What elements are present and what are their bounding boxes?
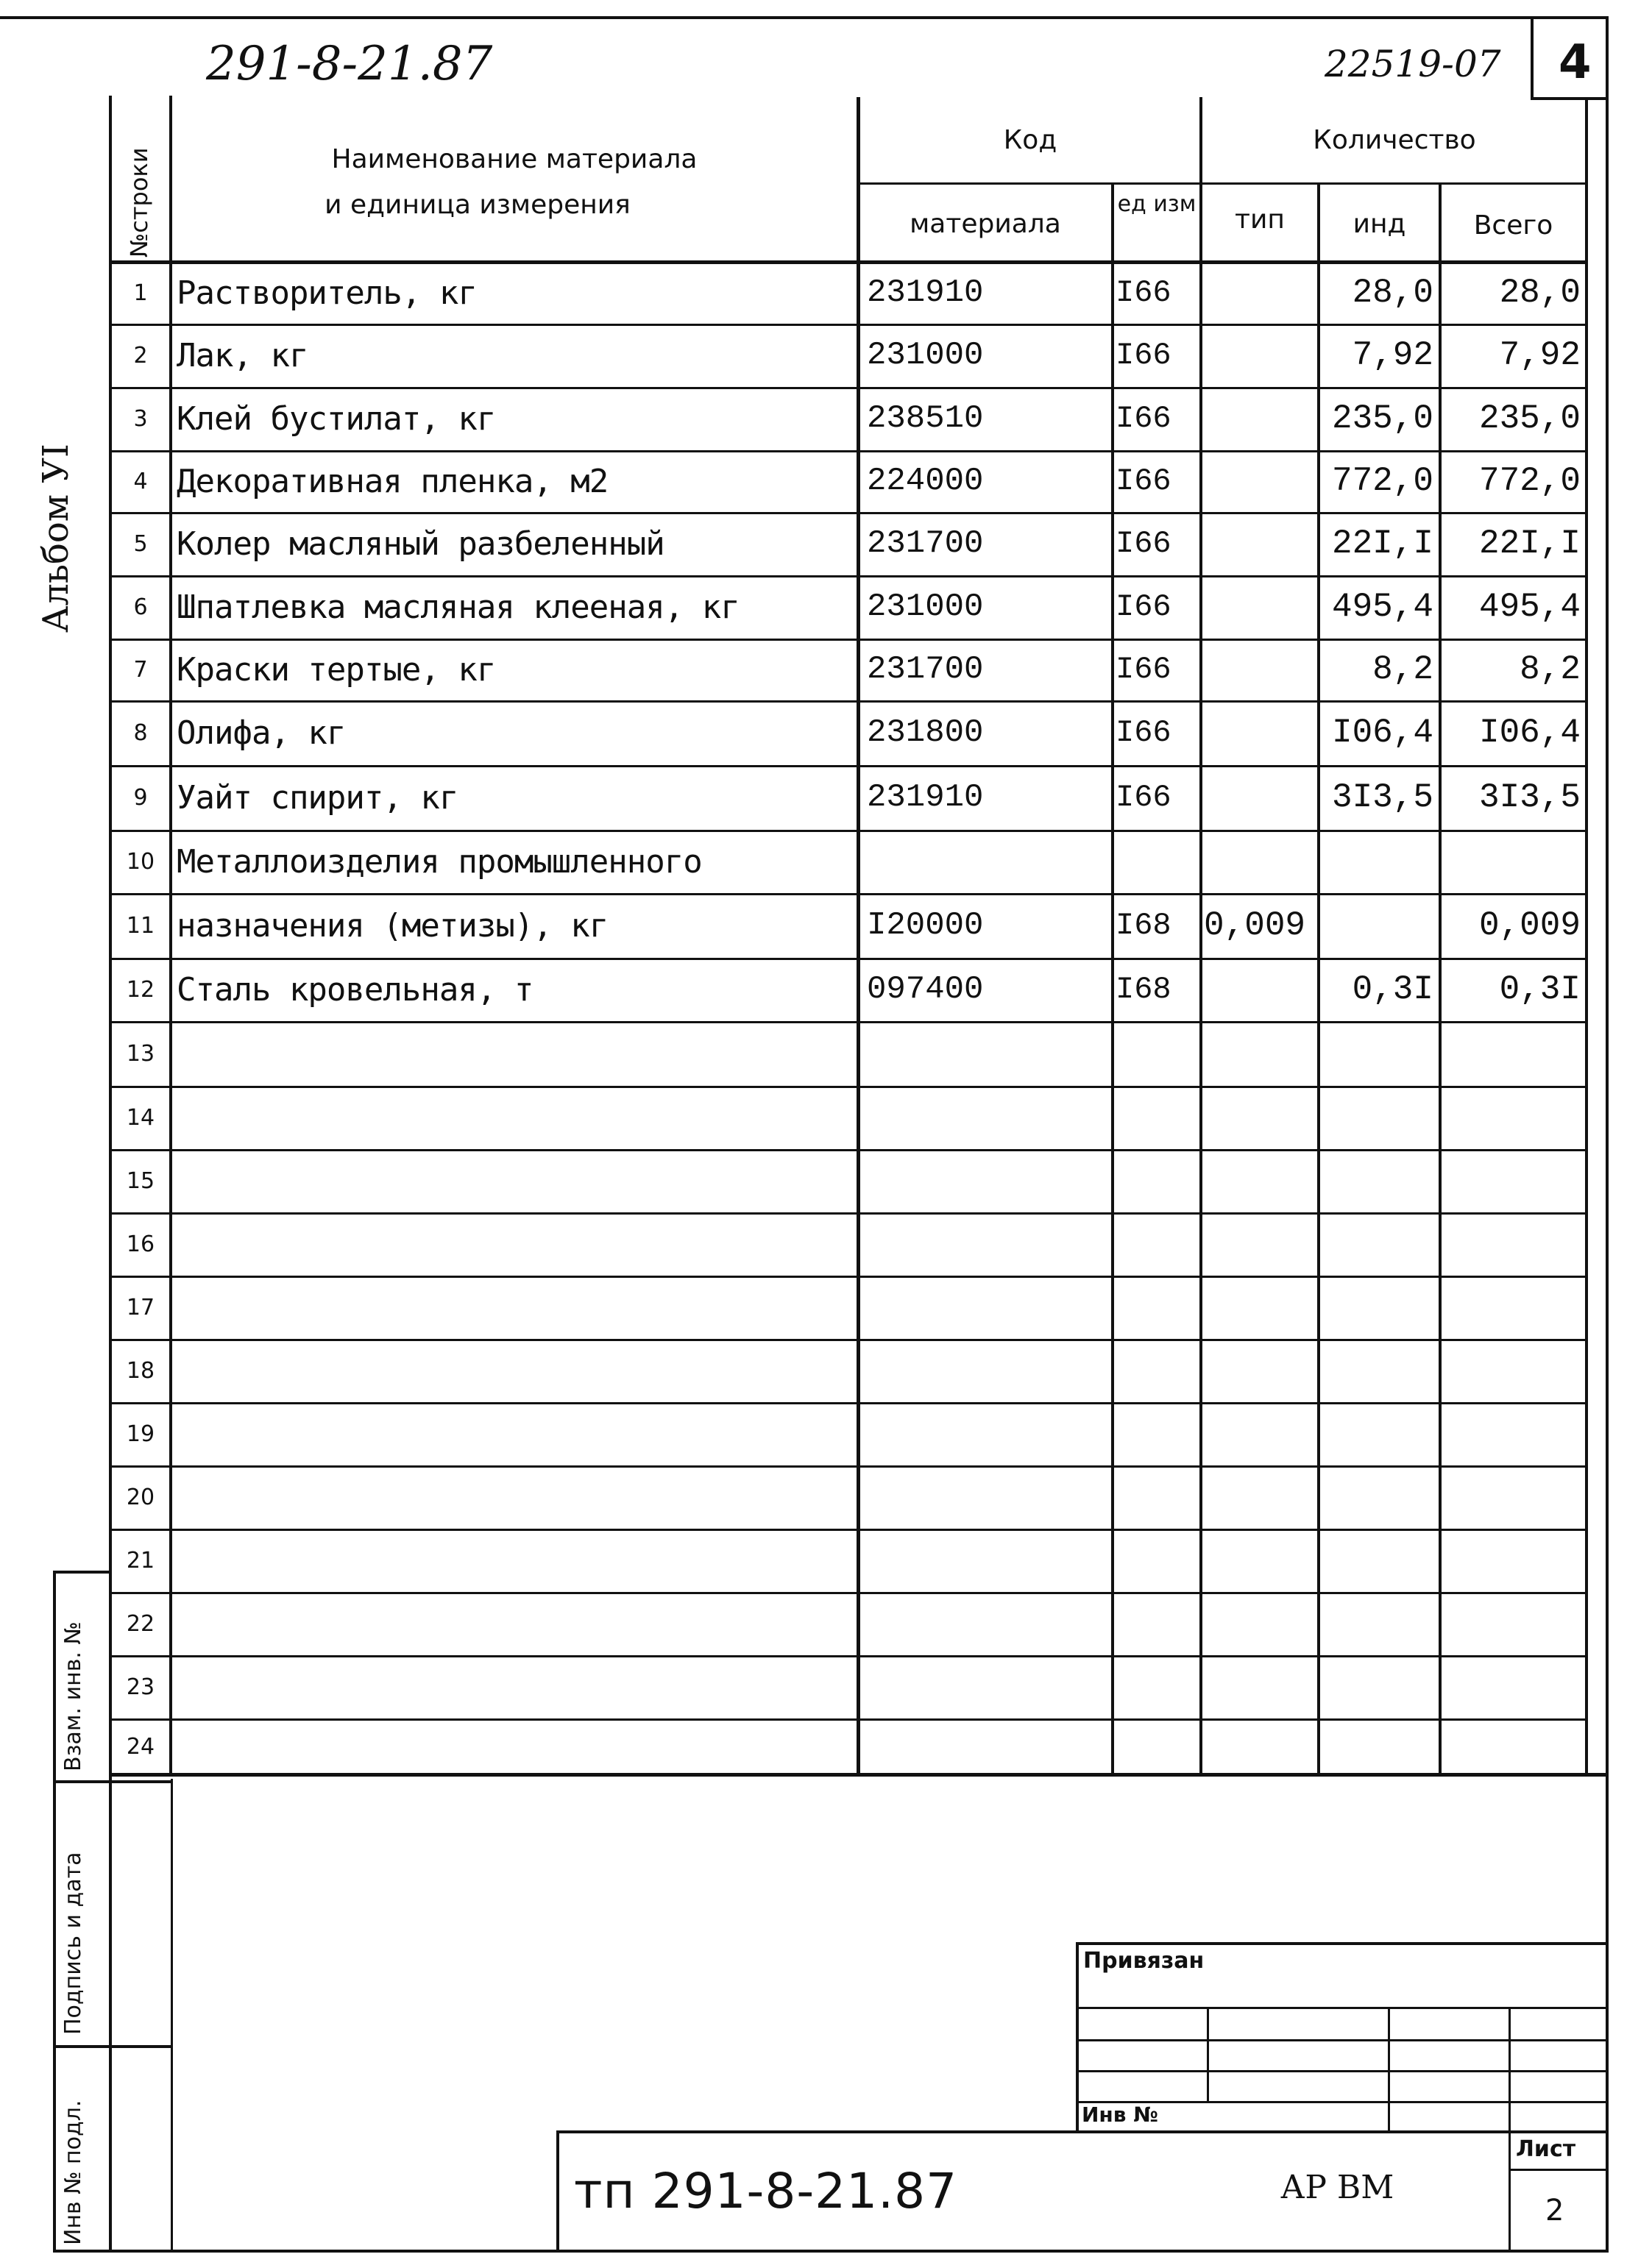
table-vline-typ: [1317, 184, 1320, 1774]
cell-typ: [1204, 958, 1316, 1021]
top-right-code: 22519-07: [1325, 43, 1501, 85]
cell-typ: [1204, 1276, 1316, 1339]
tb-h1: [1076, 2007, 1609, 2009]
cell-unit: I66: [1116, 715, 1171, 750]
table-vline-code: [1111, 184, 1114, 1774]
cell-ind: [1322, 1529, 1436, 1592]
cell-ind: 3I3,5: [1331, 778, 1433, 817]
cell-unit: [1116, 1212, 1198, 1276]
cell-total: [1444, 1212, 1584, 1276]
header-name-line2: и единица измерения: [325, 190, 631, 220]
cell-ind: I06,4: [1331, 714, 1433, 752]
cell-typ: [1204, 830, 1316, 893]
cell-typ: [1204, 1592, 1316, 1655]
cell-code: [867, 1465, 1110, 1529]
cell-typ: [1204, 765, 1316, 830]
cell-typ: [1204, 1212, 1316, 1276]
cell-n: 6: [133, 594, 148, 620]
cell-ind: [1322, 1465, 1436, 1529]
cell-ind: [1322, 1021, 1436, 1086]
cell-name: назначения (метизы), кг: [177, 906, 609, 945]
header-total: Всего: [1473, 210, 1553, 241]
cell-total: 0,009: [1478, 906, 1581, 945]
cell-name: [177, 1339, 854, 1402]
cell-unit: [1116, 1655, 1198, 1718]
cell-typ: [1204, 1149, 1316, 1212]
tb-doc-code: тп 291-8-21.87: [574, 2163, 958, 2219]
cell-n: 12: [126, 976, 155, 1003]
cell-name: Лак, кг: [177, 336, 308, 374]
cell-name: Сталь кровельная, т: [177, 970, 533, 1009]
cell-n: 9: [133, 784, 148, 811]
cell-name: Краски тертые, кг: [177, 650, 496, 689]
tb-section: АР ВМ: [1280, 2169, 1394, 2206]
cell-total: 0,3I: [1499, 970, 1581, 1009]
cell-n: 1: [133, 280, 148, 306]
cell-ind: [1322, 1339, 1436, 1402]
cell-name: [177, 1212, 854, 1276]
header-code: Код: [1003, 125, 1057, 155]
table-vline-ind: [1439, 184, 1442, 1774]
cell-unit: I66: [1116, 780, 1171, 815]
cell-total: [1444, 1402, 1584, 1465]
tb-v1: [1207, 2007, 1209, 2102]
cell-name: [177, 1465, 854, 1529]
table-vline-unit: [1199, 97, 1202, 1774]
cell-total: [1444, 1086, 1584, 1149]
cell-name: [177, 1276, 854, 1339]
cell-unit: [1116, 1276, 1198, 1339]
cell-typ: [1204, 1402, 1316, 1465]
cell-code: 224000: [867, 463, 984, 500]
cell-total: [1444, 1655, 1584, 1718]
cell-code: [867, 1718, 1110, 1774]
cell-n: 15: [126, 1167, 155, 1194]
cell-unit: [1116, 1339, 1198, 1402]
header-unit: ед изм: [1117, 191, 1197, 217]
cell-total: [1444, 1592, 1584, 1655]
tb-sheet-no: 2: [1545, 2194, 1564, 2228]
cell-total: [1444, 1529, 1584, 1592]
top-left-code: 291-8-21.87: [206, 37, 493, 91]
cell-typ: 0,009: [1204, 906, 1306, 945]
cell-total: 495,4: [1478, 588, 1581, 626]
cell-n: 22: [126, 1610, 155, 1637]
cell-unit: [1116, 1465, 1198, 1529]
cell-code: I20000: [867, 907, 984, 944]
cell-n: 19: [126, 1421, 155, 1447]
cell-ind: [1322, 1086, 1436, 1149]
cell-typ: [1204, 512, 1316, 575]
cell-typ: [1204, 639, 1316, 700]
tb-v2: [1388, 2007, 1390, 2132]
cell-ind: [1322, 1149, 1436, 1212]
cell-total: 7,92: [1499, 336, 1581, 374]
cell-typ: [1204, 1718, 1316, 1774]
cell-ind: [1322, 1402, 1436, 1465]
cell-n: 20: [126, 1484, 155, 1510]
tb-left: [1076, 1942, 1079, 2133]
cell-code: [867, 1339, 1110, 1402]
cell-total: [1444, 1465, 1584, 1529]
cell-code: [867, 1529, 1110, 1592]
cell-unit: I66: [1116, 463, 1171, 499]
cell-typ: [1204, 1529, 1316, 1592]
header-material: материала: [910, 209, 1061, 239]
cell-n: 24: [126, 1733, 155, 1760]
cell-ind: 495,4: [1331, 588, 1433, 626]
cell-code: [867, 1212, 1110, 1276]
cell-name: Шпатлевка масляная клееная, кг: [177, 588, 740, 626]
cell-unit: I66: [1116, 401, 1171, 436]
cell-total: [1444, 1149, 1584, 1212]
stamp-podpis-data: Подпись и дата: [60, 1852, 86, 2035]
cell-n: 3: [133, 405, 148, 432]
cell-name: [177, 1402, 854, 1465]
cell-typ: [1204, 324, 1316, 387]
cell-unit: [1116, 1592, 1198, 1655]
cell-code: 231910: [867, 274, 984, 311]
cell-code: [867, 1149, 1110, 1212]
cell-unit: [1116, 1402, 1198, 1465]
cell-ind: 0,3I: [1352, 970, 1433, 1009]
tb-privyazan-top: [1076, 1942, 1609, 1945]
cell-ind: [1322, 830, 1436, 893]
cell-name: [177, 1718, 854, 1774]
cell-unit: I66: [1116, 652, 1171, 687]
side-album-label: Альбом УI: [35, 443, 77, 633]
tb-h2: [1076, 2039, 1609, 2041]
cell-name: [177, 1149, 854, 1212]
cell-n: 23: [126, 1674, 155, 1700]
cell-n: 16: [126, 1231, 155, 1257]
cell-total: [1444, 1339, 1584, 1402]
cell-ind: 28,0: [1352, 274, 1433, 312]
cell-unit: [1116, 1149, 1198, 1212]
cell-code: 231700: [867, 525, 984, 562]
cell-unit: [1116, 1021, 1198, 1086]
cell-typ: [1204, 575, 1316, 639]
cell-total: [1444, 1276, 1584, 1339]
cell-n: 4: [133, 468, 148, 494]
cell-typ: [1204, 387, 1316, 450]
cell-n: 5: [133, 530, 148, 557]
cell-name: Колер масляный разбеленный: [177, 525, 664, 563]
cell-name: [177, 1655, 854, 1718]
tb-main-top: [556, 2130, 1609, 2133]
tb-inv-no: Инв №: [1082, 2102, 1158, 2127]
cell-total: 235,0: [1478, 399, 1581, 438]
cell-unit: I68: [1116, 908, 1171, 943]
cell-code: 231000: [867, 337, 984, 374]
cell-name: Растворитель, кг: [177, 274, 477, 312]
cell-code: [867, 830, 1110, 893]
stamp-inv-podl: Инв № подл.: [60, 2100, 86, 2245]
cell-name: Металлоизделия промышленного: [177, 842, 702, 881]
cell-unit: [1116, 1718, 1198, 1774]
table-vline-name: [857, 97, 860, 1774]
cell-total: 8,2: [1520, 650, 1581, 689]
header-name-line1: Наименование материала: [331, 144, 698, 174]
cell-name: [177, 1529, 854, 1592]
table-header-mid: [857, 182, 1587, 185]
cell-total: [1444, 830, 1584, 893]
cell-ind: [1322, 1655, 1436, 1718]
cell-unit: I66: [1116, 338, 1171, 373]
cell-name: Декоративная пленка, м2: [177, 462, 609, 500]
cell-ind: [1322, 1276, 1436, 1339]
stamp-vzam-inv: Взам. инв. №: [60, 1621, 86, 1771]
tb-v3: [1509, 2007, 1511, 2250]
cell-total: 28,0: [1499, 274, 1581, 312]
cell-unit: I68: [1116, 972, 1171, 1007]
header-row-no: №строки: [125, 147, 153, 257]
cell-typ: [1204, 1086, 1316, 1149]
cell-typ: [1204, 1339, 1316, 1402]
cell-total: [1444, 1021, 1584, 1086]
cell-code: 238510: [867, 400, 984, 437]
header-ind: инд: [1353, 209, 1406, 239]
cell-total: 3I3,5: [1478, 778, 1581, 817]
tb-h3: [1076, 2070, 1609, 2072]
cell-unit: I66: [1116, 526, 1171, 561]
cell-total: I06,4: [1478, 714, 1581, 752]
header-quantity: Количество: [1313, 125, 1476, 155]
cell-ind: 235,0: [1331, 399, 1433, 438]
cell-unit: I66: [1116, 589, 1171, 625]
cell-name: Олифа, кг: [177, 714, 346, 752]
cell-n: 7: [133, 656, 148, 683]
cell-n: 13: [126, 1040, 155, 1067]
cell-ind: 7,92: [1352, 336, 1433, 374]
cell-name: Уайт спирит, кг: [177, 778, 458, 817]
table-vline-rownum: [169, 96, 172, 1774]
cell-unit: [1116, 830, 1198, 893]
cell-code: 231000: [867, 589, 984, 625]
cell-ind: [1322, 1592, 1436, 1655]
cell-code: [867, 1086, 1110, 1149]
cell-unit: [1116, 1529, 1198, 1592]
tb-privyazan: Привязан: [1083, 1948, 1205, 1974]
cell-name: Клей бустилат, кг: [177, 399, 496, 438]
cell-ind: 8,2: [1372, 650, 1433, 689]
cell-n: 17: [126, 1294, 155, 1320]
cell-typ: [1204, 262, 1316, 324]
cell-name: [177, 1592, 854, 1655]
cell-code: 231800: [867, 714, 984, 751]
cell-ind: 772,0: [1331, 462, 1433, 500]
cell-typ: [1204, 1465, 1316, 1529]
cell-total: 22I,I: [1478, 525, 1581, 563]
cell-total: [1444, 1718, 1584, 1774]
cell-code: [867, 1592, 1110, 1655]
cell-typ: [1204, 1655, 1316, 1718]
cell-typ: [1204, 1021, 1316, 1086]
cell-code: [867, 1655, 1110, 1718]
cell-ind: [1322, 1212, 1436, 1276]
cell-n: 14: [126, 1104, 155, 1131]
tb-main-left: [556, 2130, 559, 2253]
cell-name: [177, 1086, 854, 1149]
cell-n: 10: [126, 848, 155, 875]
cell-ind: [1322, 893, 1436, 958]
tb-sheet-h: [1509, 2169, 1609, 2171]
cell-name: [177, 1021, 854, 1086]
cell-n: 8: [133, 719, 148, 746]
cell-ind: [1322, 1718, 1436, 1774]
cell-unit: [1116, 1086, 1198, 1149]
cell-n: 18: [126, 1357, 155, 1384]
cell-code: 097400: [867, 971, 984, 1008]
header-typ: тип: [1235, 205, 1285, 235]
cell-n: 11: [126, 912, 155, 939]
cell-total: 772,0: [1478, 462, 1581, 500]
cell-code: [867, 1276, 1110, 1339]
cell-n: 2: [133, 342, 148, 369]
tb-sheet-label: Лист: [1516, 2136, 1576, 2162]
cell-code: [867, 1402, 1110, 1465]
page-corner-number: 4: [1559, 35, 1592, 90]
table-vline-right: [1585, 97, 1588, 1774]
cell-code: [867, 1021, 1110, 1086]
cell-n: 21: [126, 1547, 155, 1574]
cell-code: 231700: [867, 651, 984, 688]
cell-code: 231910: [867, 779, 984, 816]
cell-typ: [1204, 700, 1316, 765]
cell-unit: I66: [1116, 275, 1171, 310]
cell-ind: 22I,I: [1331, 525, 1433, 563]
cell-typ: [1204, 450, 1316, 512]
